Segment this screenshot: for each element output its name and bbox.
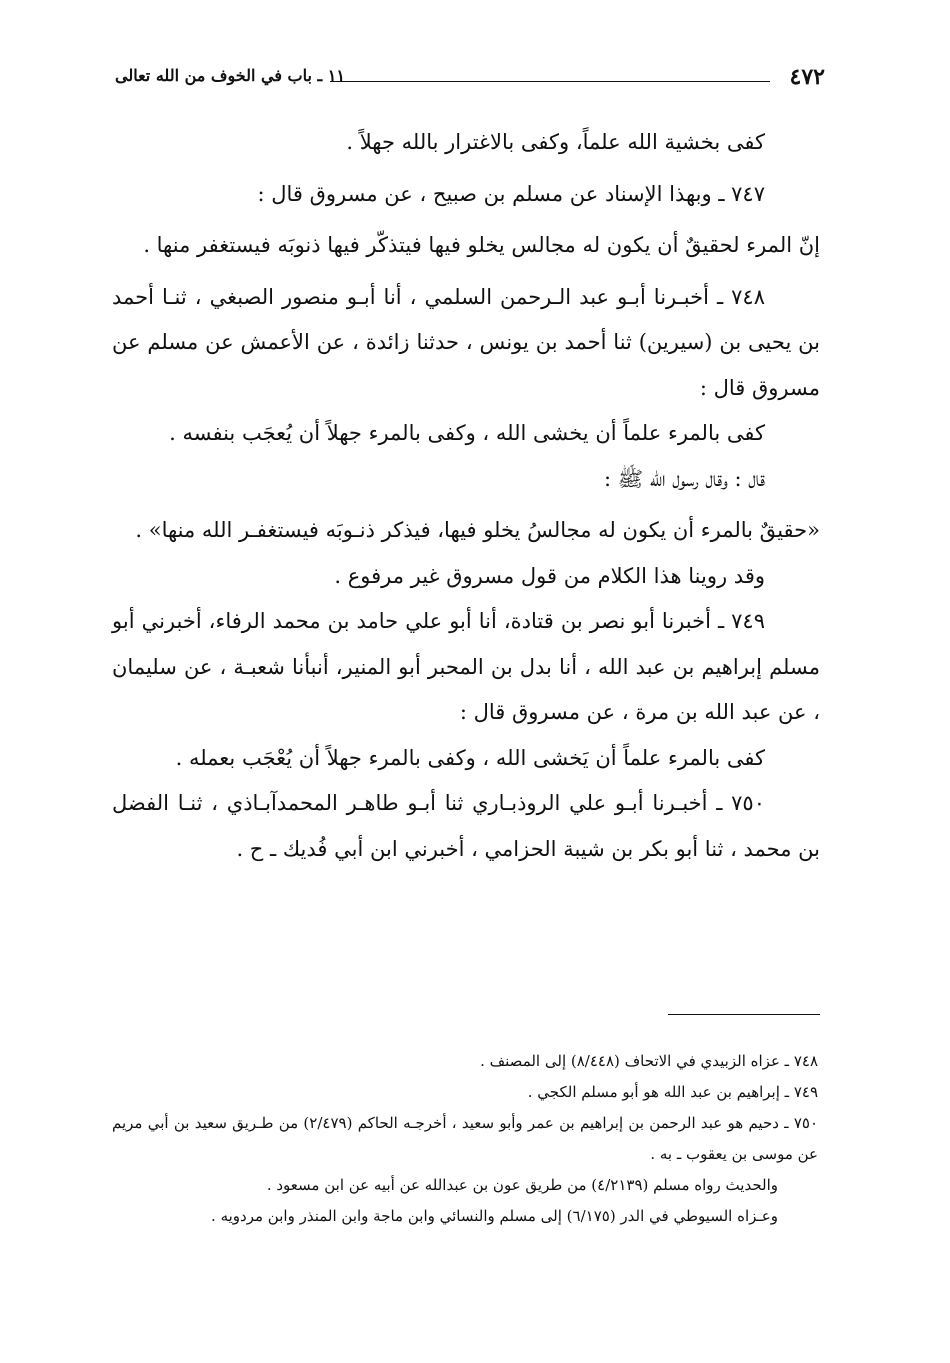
footnote-separator	[668, 1014, 820, 1015]
paragraph-hadith-750: ٧٥٠ ـ أخبـرنا أبـو علي الروذبـاري ثنا أبـو طاهـر المحمدآبـاذي ، ثنـا الفضل بن محمد ، ثنا أبو بكر بن شيبة الحزامي ، أخبرني ابن أبي فُديك ـ ح .	[112, 791, 820, 861]
paragraph-6: قال : وقال رسول الله ﷺ :	[604, 466, 765, 491]
header-rule	[330, 81, 770, 82]
page-number: ٤٧٢	[789, 64, 825, 90]
footnote-750: ٧٥٠ ـ دحيم هو عبد الرحمن بن إبراهيم بن عمر وأبو سعيد ، أخرجـه الحاكم (٢/٤٧٩) من طـريق سعيد بن أبي مريم عن موسى بن يعقوب ـ به .	[112, 1114, 818, 1163]
footnote-750-continued-1: والحديث رواه مسلم (٤/٢١٣٩) من طريق عون بن عبدالله عن أبيه عن ابن مسعود .	[266, 1176, 778, 1194]
footnotes	[112, 1046, 818, 1232]
paragraph-hadith-747: ٧٤٧ ـ وبهذا الإسناد عن مسلم بن صبيح ، عن مسروق قال :	[257, 181, 765, 206]
main-text	[112, 120, 820, 872]
paragraph-3: إنّ المرء لحقيقٌ أن يكون له مجالس يخلو فيها فيتذكّر فيها ذنوبَه فيستغفر منها .	[143, 233, 820, 257]
paragraph-7: «حقيقٌ بالمرء أن يكون له مجالسُ يخلو فيها، فيذكر ذنـوبَه فيستغفـر الله منها» .	[135, 518, 820, 542]
paragraph-8: وقد روينا هذا الكلام من قول مسروق غير مرفوع .	[334, 563, 765, 588]
paragraph-5: كفى بالمرء علماً أن يخشى الله ، وكفى بالمرء جهلاً أن يُعجَب بنفسه .	[169, 421, 765, 445]
page-header	[115, 60, 825, 100]
footnote-750-continued-2: وعـزاه السيوطي في الدر (٦/١٧٥) إلى مسلم والنسائي وابن ماجة وابن المنذر وابن مردويه .	[211, 1207, 778, 1225]
running-title: ١١ ـ باب في الخوف من الله تعالى	[115, 66, 345, 85]
footnote-749: ٧٤٩ ـ إبراهيم بن عبد الله هو أبو مسلم الكجي .	[527, 1083, 818, 1101]
paragraph-1: كفى بخشية الله علماً، وكفى بالاغترار بالله جهلاً .	[346, 130, 765, 154]
footnote-748: ٧٤٨ ـ عزاه الزبيدي في الاتحاف (٨/٤٤٨) إلى المصنف .	[480, 1052, 818, 1070]
paragraph-10: كفى بالمرء علماً أن يَخشى الله ، وكفى بالمرء جهلاً أن يُعْجَب بعمله .	[175, 745, 765, 770]
paragraph-hadith-748: ٧٤٨ ـ أخبـرنا أبـو عبد الـرحمن السلمي ، أنا أبـو منصور الصبغي ، ثنـا أحمد بن يحيى بن (سيرين) ثنا أحمد بن يونس ، حدثنا زائدة ، عن الأعمش عن مسلم عن مسروق قال :	[112, 284, 820, 400]
paragraph-hadith-749: ٧٤٩ ـ أخبرنا أبو نصر بن قتادة، أنا أبو علي حامد بن محمد الرفاء، أخبرني أبو مسلم إبراهيم بن عبد الله ، أنا بدل بن المحبر أبو المنير، أنبأنا شعبـة ، عن سليمان ، عن عبد الله بن مرة ، عن مسروق قال :	[112, 609, 820, 724]
